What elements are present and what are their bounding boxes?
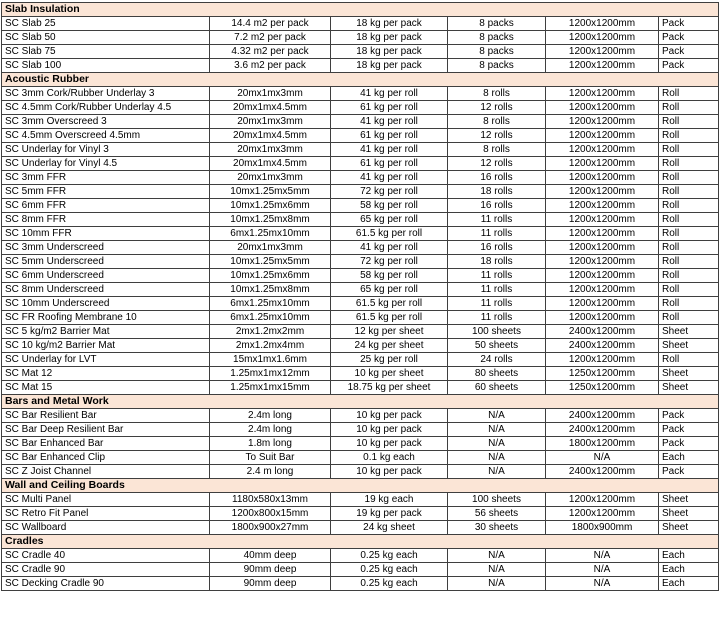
quantity-cell: 16 rolls (448, 171, 546, 185)
size-cell: 20mx1mx3mm (210, 171, 331, 185)
table-row (2, 325, 719, 339)
pallet-size-cell: N/A (546, 451, 659, 465)
size-cell: 4.32 m2 per pack (210, 45, 331, 59)
size-cell: 2.4m long (210, 423, 331, 437)
unit-cell: Sheet (659, 521, 719, 535)
product-name-cell: SC Multi Panel (2, 493, 210, 507)
product-name-cell: SC Slab 100 (2, 59, 210, 73)
table-row (2, 255, 719, 269)
product-name-cell: SC Decking Cradle 90 (2, 577, 210, 591)
quantity-cell: 50 sheets (448, 339, 546, 353)
table-row (2, 451, 719, 465)
table-row (2, 199, 719, 213)
unit-cell: Roll (659, 255, 719, 269)
product-name-cell: SC 8mm Underscreed (2, 283, 210, 297)
quantity-cell: N/A (448, 563, 546, 577)
weight-cell: 61 kg per roll (331, 157, 448, 171)
quantity-cell: N/A (448, 437, 546, 451)
pallet-size-cell: 1200x1200mm (546, 269, 659, 283)
unit-cell: Roll (659, 115, 719, 129)
section-header-row (2, 73, 719, 87)
weight-cell: 0.25 kg each (331, 563, 448, 577)
size-cell: 3.6 m2 per pack (210, 59, 331, 73)
table-row (2, 171, 719, 185)
pallet-size-cell: 1200x1200mm (546, 493, 659, 507)
table-row (2, 339, 719, 353)
table-row (2, 409, 719, 423)
product-name-cell: SC Slab 25 (2, 17, 210, 31)
size-cell: 40mm deep (210, 549, 331, 563)
pallet-size-cell: 1200x1200mm (546, 185, 659, 199)
quantity-cell: 18 rolls (448, 185, 546, 199)
quantity-cell: 30 sheets (448, 521, 546, 535)
quantity-cell: 12 rolls (448, 129, 546, 143)
weight-cell: 41 kg per roll (331, 143, 448, 157)
quantity-cell: N/A (448, 577, 546, 591)
product-name-cell: SC 3mm Overscreed 3 (2, 115, 210, 129)
product-table-body (2, 3, 719, 591)
pallet-size-cell: 1200x1200mm (546, 227, 659, 241)
unit-cell: Roll (659, 143, 719, 157)
quantity-cell: 11 rolls (448, 213, 546, 227)
weight-cell: 65 kg per roll (331, 283, 448, 297)
size-cell: 20mx1mx4.5mm (210, 101, 331, 115)
product-name-cell: SC Underlay for LVT (2, 353, 210, 367)
pallet-size-cell: 2400x1200mm (546, 409, 659, 423)
unit-cell: Sheet (659, 507, 719, 521)
product-name-cell: SC Underlay for Vinyl 4.5 (2, 157, 210, 171)
quantity-cell: 80 sheets (448, 367, 546, 381)
quantity-cell: N/A (448, 465, 546, 479)
table-row (2, 227, 719, 241)
pallet-size-cell: 1200x1200mm (546, 17, 659, 31)
unit-cell: Roll (659, 171, 719, 185)
product-name-cell: SC 10mm FFR (2, 227, 210, 241)
product-table (1, 2, 719, 591)
quantity-cell: 11 rolls (448, 227, 546, 241)
table-row (2, 577, 719, 591)
size-cell: 20mx1mx4.5mm (210, 157, 331, 171)
size-cell: 1.25mx1mx15mm (210, 381, 331, 395)
pallet-size-cell: 1200x1200mm (546, 45, 659, 59)
size-cell: 10mx1.25mx8mm (210, 213, 331, 227)
table-row (2, 549, 719, 563)
table-row (2, 31, 719, 45)
size-cell: 1180x580x13mm (210, 493, 331, 507)
quantity-cell: 8 rolls (448, 87, 546, 101)
quantity-cell: 60 sheets (448, 381, 546, 395)
pallet-size-cell: 1200x1200mm (546, 171, 659, 185)
size-cell: 2.4 m long (210, 465, 331, 479)
quantity-cell: 16 rolls (448, 199, 546, 213)
product-name-cell: SC Retro Fit Panel (2, 507, 210, 521)
pallet-size-cell: 1250x1200mm (546, 367, 659, 381)
quantity-cell: 24 rolls (448, 353, 546, 367)
section-title: Wall and Ceiling Boards (2, 479, 719, 493)
product-name-cell: SC Slab 50 (2, 31, 210, 45)
unit-cell: Roll (659, 129, 719, 143)
size-cell: 14.4 m2 per pack (210, 17, 331, 31)
unit-cell: Sheet (659, 367, 719, 381)
size-cell: 7.2 m2 per pack (210, 31, 331, 45)
pallet-size-cell: 2400x1200mm (546, 339, 659, 353)
unit-cell: Pack (659, 465, 719, 479)
quantity-cell: 11 rolls (448, 283, 546, 297)
size-cell: 6mx1.25mx10mm (210, 227, 331, 241)
unit-cell: Roll (659, 241, 719, 255)
unit-cell: Sheet (659, 325, 719, 339)
quantity-cell: 11 rolls (448, 297, 546, 311)
unit-cell: Roll (659, 87, 719, 101)
table-row (2, 213, 719, 227)
table-row (2, 353, 719, 367)
weight-cell: 41 kg per roll (331, 87, 448, 101)
table-row (2, 185, 719, 199)
unit-cell: Each (659, 549, 719, 563)
unit-cell: Roll (659, 227, 719, 241)
unit-cell: Roll (659, 101, 719, 115)
weight-cell: 0.25 kg each (331, 549, 448, 563)
size-cell: 15mx1mx1.6mm (210, 353, 331, 367)
weight-cell: 41 kg per roll (331, 171, 448, 185)
quantity-cell: 8 packs (448, 17, 546, 31)
weight-cell: 24 kg sheet (331, 521, 448, 535)
pallet-size-cell: 1200x1200mm (546, 297, 659, 311)
unit-cell: Sheet (659, 493, 719, 507)
table-row (2, 87, 719, 101)
size-cell: 20mx1mx3mm (210, 143, 331, 157)
size-cell: 10mx1.25mx6mm (210, 199, 331, 213)
product-name-cell: SC Z Joist Channel (2, 465, 210, 479)
product-name-cell: SC Bar Deep Resilient Bar (2, 423, 210, 437)
size-cell: 20mx1mx4.5mm (210, 129, 331, 143)
size-cell: 6mx1.25mx10mm (210, 311, 331, 325)
pallet-size-cell: 2400x1200mm (546, 423, 659, 437)
quantity-cell: 8 packs (448, 45, 546, 59)
table-row (2, 311, 719, 325)
pallet-size-cell: 1800x900mm (546, 521, 659, 535)
size-cell: 1800x900x27mm (210, 521, 331, 535)
pallet-size-cell: 1200x1200mm (546, 115, 659, 129)
weight-cell: 61 kg per roll (331, 129, 448, 143)
quantity-cell: 56 sheets (448, 507, 546, 521)
pallet-size-cell: 1200x1200mm (546, 101, 659, 115)
weight-cell: 61.5 kg per roll (331, 227, 448, 241)
section-header-row (2, 3, 719, 17)
unit-cell: Each (659, 451, 719, 465)
product-name-cell: SC 5 kg/m2 Barrier Mat (2, 325, 210, 339)
weight-cell: 10 kg per pack (331, 437, 448, 451)
pallet-size-cell: 2400x1200mm (546, 465, 659, 479)
quantity-cell: 16 rolls (448, 241, 546, 255)
weight-cell: 41 kg per roll (331, 115, 448, 129)
quantity-cell: 8 packs (448, 59, 546, 73)
pallet-size-cell: 1200x1200mm (546, 129, 659, 143)
product-name-cell: SC Mat 15 (2, 381, 210, 395)
product-name-cell: SC Slab 75 (2, 45, 210, 59)
unit-cell: Roll (659, 283, 719, 297)
table-row (2, 115, 719, 129)
product-name-cell: SC 3mm Cork/Rubber Underlay 3 (2, 87, 210, 101)
product-name-cell: SC Mat 12 (2, 367, 210, 381)
quantity-cell: 100 sheets (448, 325, 546, 339)
size-cell: 90mm deep (210, 563, 331, 577)
product-name-cell: SC 6mm Underscreed (2, 269, 210, 283)
weight-cell: 0.25 kg each (331, 577, 448, 591)
pallet-size-cell: 1200x1200mm (546, 213, 659, 227)
quantity-cell: 18 rolls (448, 255, 546, 269)
unit-cell: Pack (659, 437, 719, 451)
quantity-cell: 11 rolls (448, 311, 546, 325)
size-cell: 20mx1mx3mm (210, 87, 331, 101)
size-cell: 1.25mx1mx12mm (210, 367, 331, 381)
weight-cell: 12 kg per sheet (331, 325, 448, 339)
product-name-cell: SC 6mm FFR (2, 199, 210, 213)
product-name-cell: SC Underlay for Vinyl 3 (2, 143, 210, 157)
product-name-cell: SC Bar Resilient Bar (2, 409, 210, 423)
quantity-cell: 8 rolls (448, 143, 546, 157)
product-name-cell: SC Cradle 90 (2, 563, 210, 577)
size-cell: 10mx1.25mx5mm (210, 185, 331, 199)
table-row (2, 157, 719, 171)
weight-cell: 61.5 kg per roll (331, 311, 448, 325)
section-header-row (2, 479, 719, 493)
unit-cell: Pack (659, 409, 719, 423)
pallet-size-cell: N/A (546, 549, 659, 563)
weight-cell: 10 kg per pack (331, 465, 448, 479)
unit-cell: Roll (659, 157, 719, 171)
pallet-size-cell: N/A (546, 577, 659, 591)
table-row (2, 423, 719, 437)
weight-cell: 72 kg per roll (331, 255, 448, 269)
weight-cell: 10 kg per pack (331, 409, 448, 423)
quantity-cell: N/A (448, 451, 546, 465)
unit-cell: Each (659, 563, 719, 577)
unit-cell: Roll (659, 185, 719, 199)
table-row (2, 437, 719, 451)
section-title: Cradles (2, 535, 719, 549)
unit-cell: Pack (659, 59, 719, 73)
section-header-row (2, 535, 719, 549)
weight-cell: 10 kg per sheet (331, 367, 448, 381)
unit-cell: Pack (659, 17, 719, 31)
pallet-size-cell: 1800x1200mm (546, 437, 659, 451)
product-name-cell: SC Bar Enhanced Clip (2, 451, 210, 465)
table-row (2, 269, 719, 283)
product-name-cell: SC 3mm FFR (2, 171, 210, 185)
size-cell: 2mx1.2mx2mm (210, 325, 331, 339)
weight-cell: 10 kg per pack (331, 423, 448, 437)
size-cell: 20mx1mx3mm (210, 241, 331, 255)
weight-cell: 61 kg per roll (331, 101, 448, 115)
product-name-cell: SC 4.5mm Cork/Rubber Underlay 4.5 (2, 101, 210, 115)
weight-cell: 18 kg per pack (331, 31, 448, 45)
size-cell: 2.4m long (210, 409, 331, 423)
section-title: Slab Insulation (2, 3, 719, 17)
unit-cell: Roll (659, 199, 719, 213)
quantity-cell: 8 rolls (448, 115, 546, 129)
product-name-cell: SC 10 kg/m2 Barrier Mat (2, 339, 210, 353)
quantity-cell: N/A (448, 549, 546, 563)
product-name-cell: SC 4.5mm Overscreed 4.5mm (2, 129, 210, 143)
pallet-size-cell: 1200x1200mm (546, 143, 659, 157)
weight-cell: 18 kg per pack (331, 45, 448, 59)
section-title: Acoustic Rubber (2, 73, 719, 87)
quantity-cell: 12 rolls (448, 157, 546, 171)
weight-cell: 65 kg per roll (331, 213, 448, 227)
table-row (2, 143, 719, 157)
unit-cell: Roll (659, 213, 719, 227)
table-row (2, 367, 719, 381)
product-name-cell: SC Wallboard (2, 521, 210, 535)
size-cell: 10mx1.25mx5mm (210, 255, 331, 269)
unit-cell: Roll (659, 353, 719, 367)
pallet-size-cell: 1200x1200mm (546, 87, 659, 101)
size-cell: 10mx1.25mx8mm (210, 283, 331, 297)
quantity-cell: 12 rolls (448, 101, 546, 115)
unit-cell: Roll (659, 311, 719, 325)
weight-cell: 0.1 kg each (331, 451, 448, 465)
unit-cell: Each (659, 577, 719, 591)
size-cell: 2mx1.2mx4mm (210, 339, 331, 353)
table-row (2, 45, 719, 59)
weight-cell: 18 kg per pack (331, 17, 448, 31)
pallet-size-cell: 1250x1200mm (546, 381, 659, 395)
weight-cell: 58 kg per roll (331, 269, 448, 283)
table-row (2, 381, 719, 395)
table-row (2, 493, 719, 507)
weight-cell: 18 kg per pack (331, 59, 448, 73)
pallet-size-cell: N/A (546, 563, 659, 577)
quantity-cell: N/A (448, 409, 546, 423)
table-row (2, 563, 719, 577)
pallet-size-cell: 1200x1200mm (546, 157, 659, 171)
size-cell: 1.8m long (210, 437, 331, 451)
unit-cell: Pack (659, 45, 719, 59)
unit-cell: Roll (659, 297, 719, 311)
table-row (2, 241, 719, 255)
pallet-size-cell: 1200x1200mm (546, 283, 659, 297)
pallet-size-cell: 1200x1200mm (546, 507, 659, 521)
product-name-cell: SC 8mm FFR (2, 213, 210, 227)
size-cell: 90mm deep (210, 577, 331, 591)
product-name-cell: SC Bar Enhanced Bar (2, 437, 210, 451)
table-row (2, 101, 719, 115)
pallet-size-cell: 1200x1200mm (546, 31, 659, 45)
product-name-cell: SC Cradle 40 (2, 549, 210, 563)
table-row (2, 521, 719, 535)
weight-cell: 24 kg per sheet (331, 339, 448, 353)
table-row (2, 507, 719, 521)
weight-cell: 18.75 kg per sheet (331, 381, 448, 395)
quantity-cell: 11 rolls (448, 269, 546, 283)
table-row (2, 297, 719, 311)
unit-cell: Pack (659, 31, 719, 45)
product-name-cell: SC FR Roofing Membrane 10 (2, 311, 210, 325)
table-row (2, 465, 719, 479)
table-row (2, 283, 719, 297)
product-name-cell: SC 5mm Underscreed (2, 255, 210, 269)
section-title: Bars and Metal Work (2, 395, 719, 409)
quantity-cell: N/A (448, 423, 546, 437)
size-cell: 6mx1.25mx10mm (210, 297, 331, 311)
weight-cell: 58 kg per roll (331, 199, 448, 213)
size-cell: 20mx1mx3mm (210, 115, 331, 129)
unit-cell: Sheet (659, 339, 719, 353)
pallet-size-cell: 1200x1200mm (546, 241, 659, 255)
unit-cell: Sheet (659, 381, 719, 395)
pallet-size-cell: 1200x1200mm (546, 199, 659, 213)
weight-cell: 19 kg per pack (331, 507, 448, 521)
section-header-row (2, 395, 719, 409)
pallet-size-cell: 1200x1200mm (546, 353, 659, 367)
size-cell: 1200x800x15mm (210, 507, 331, 521)
quantity-cell: 8 packs (448, 31, 546, 45)
unit-cell: Roll (659, 269, 719, 283)
pallet-size-cell: 1200x1200mm (546, 311, 659, 325)
product-name-cell: SC 10mm Underscreed (2, 297, 210, 311)
weight-cell: 41 kg per roll (331, 241, 448, 255)
table-row (2, 129, 719, 143)
table-row (2, 17, 719, 31)
size-cell: 10mx1.25mx6mm (210, 269, 331, 283)
product-name-cell: SC 5mm FFR (2, 185, 210, 199)
size-cell: To Suit Bar (210, 451, 331, 465)
weight-cell: 25 kg per roll (331, 353, 448, 367)
quantity-cell: 100 sheets (448, 493, 546, 507)
pallet-size-cell: 1200x1200mm (546, 255, 659, 269)
pallet-size-cell: 1200x1200mm (546, 59, 659, 73)
weight-cell: 61.5 kg per roll (331, 297, 448, 311)
pallet-size-cell: 2400x1200mm (546, 325, 659, 339)
table-row (2, 59, 719, 73)
weight-cell: 72 kg per roll (331, 185, 448, 199)
product-name-cell: SC 3mm Underscreed (2, 241, 210, 255)
unit-cell: Pack (659, 423, 719, 437)
weight-cell: 19 kg each (331, 493, 448, 507)
